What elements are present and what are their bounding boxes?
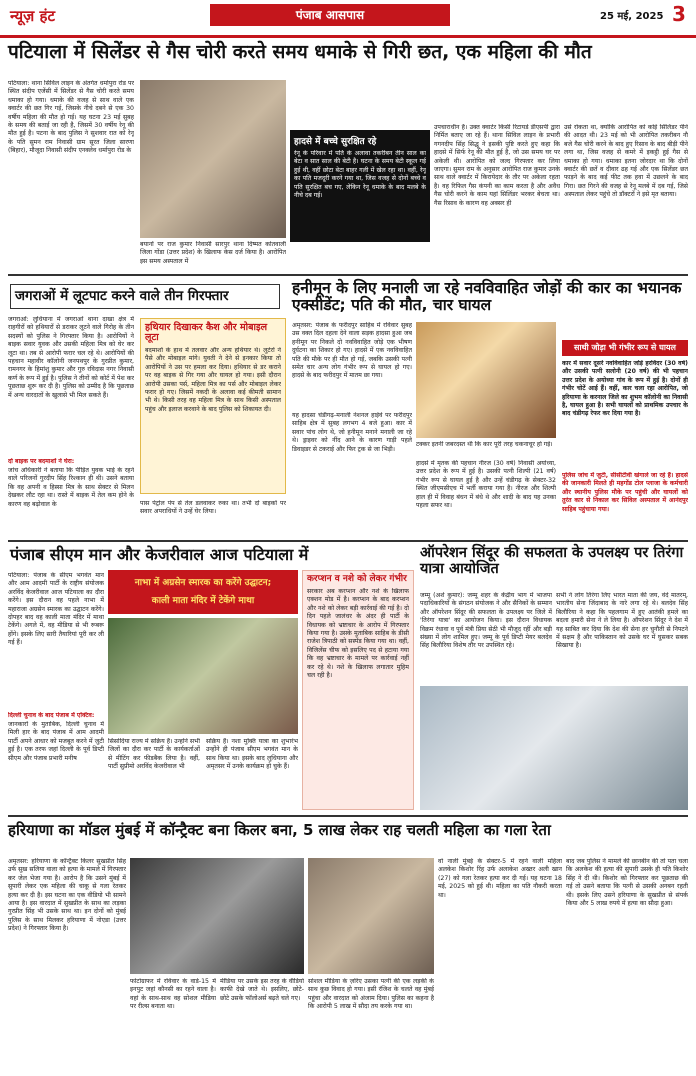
story1-box-text: रेनू के परिवार में पति के अलावा तकरीबन तीन साल का बेटा व सात साल की बेटी है। घटना के समय बेटी स्कूल गई हुई थी, वहीं छोटा बेटा बाहर गली में खेल रहा था। वहीं, रेनू का पति मजदूरी करने गया था, जिस वजह से दोनों बच्चे व पति सुरक्षित बच गए, लेकिन रेनू धमाके के बाद मलबे के नीचे दब गई। (294, 150, 426, 200)
story1-column-4: उपचाराधीन है। उक्त क्वार्टर किसी रिटायर्ड डीएसपी द्वारा निर्मित बताए जा रहे हैं। थाना सिविल लाइन के प्रभारी गगनदीप सिंह सिद्धू ने इसकी पुष्टि करते हुए कहा कि हादसे में सिर्फ रेनू की मौत हुई है, जो उस समय घर पर अकेली थी। आरोपित को जल्द गिरफ्तार कर लिया जाएगा। सुमन राम के अनुसार आरोपित राज कुमार उनके साथ वाले क्वार्टर में किरायेदार के तौर पर अकेला रहता है। वह रिफिल गैस कंपनी का काम करता है और अवैध गैस चोरी करने के काम यहां सिलिंडर भरकर बेचता था। गैस रिसाव के कारण वह अक्सर ही (434, 124, 560, 207)
story5-column-1: जम्मू (अर्श कुमार): जम्मू शहर के केंद्रीय भाग में भाजपा पदाधिकारियों के संगठन संयोजक ने और सैनिकों के सम्मान और ऑपरेशन सिंदूर की सफलता के उपलक्ष्य पर जिले में 'तिरंगा यात्रा' का आयोजन किया। इस दौरान विधायक विक्रम रंधावा व पूर्व मंत्री प्रिया सेठी भी मौजूद रहीं और बड़ी संख्या में लोग शामिल हुए। जम्मू के पूर्व डिप्टी मेयर बलदेव सिंह बिलौरिया विशेष तौर पर उपस्थित रहे। (420, 592, 552, 650)
story2-headline: जगराओं में लूटपाट करने वाले तीन गिरफ्तार (10, 284, 280, 309)
story1-column-1: पटियाला: थाना सिविल लाइन के अंतर्गत धर्मापुरा रोड पर स्थित संदीप एजेंसी में सिलेंडर से गैस चोरी करते समय धमाका हो गया। धमाके की वजह से साथ वाले एक क्वार्टर की छत गिर गई, जिसके नीचे दबने से एक 30 वर्षीय महिला की मौत हो गई। यह घटना 23 मई सुबह के समय की बताई जा रही है, जिसमें 30 वर्षीय रेनू की मौत हुई है। पटना के बाद पुलिस ने सुशवार रात को रेनू के पति सुमन राम निवासी ग्राम सूरत जिला सारणा (बिहार), मौजूदा निवासी संदीप एनक्लेव धर्मापुरा रोड के (8, 80, 134, 155)
story5-headline: ऑपरेशन सिंदूर की सफलता के उपलक्ष्य पर तिरंगा यात्रा आयोजित (420, 545, 684, 577)
story4-box-text: सरकार अब करप्शन और नशे के खिलाफ एक्शन मोड में है। करप्शन के बाद करप्शन और नशे को लेकर बड़ी कार्रवाई की गई है। दो दिन पहले जालंधर के अंदर ही पार्टी के विधायक को भ्रष्टाचार के आरोप में गिरफ्तार किया गया है। उसके मुताबिक साहिब के डीसी राजेश त्रिपाठी को सस्पेंड किया गया था। वहीं, विजिलेंस चीफ को इसलिए पद से हटाया गया कि वह भ्रष्टाचार के मामले पर कार्रवाई नहीं कर रहे थे। नशे के खिलाफ लगातार मुहिम चल रही है। (307, 587, 409, 679)
masthead (0, 0, 696, 38)
story1-column-5: उसे रोकता था, क्योंकि आरोपित को कोई सिलिंडर पीने की आदत थी। 23 मई को भी आरोपित तकरीबन नौ बजे गैस चोरी करने के बाद हुए रिसाव के बाद बीड़ी पीने लगा था, जिस वजह से कमरे में इकट्ठी हुई गैस से धमाका हो गया। धमाका इतना जोरदार था कि दोनों क्वार्टर की छतें व दीवार ढह गई और एक सिलेंडर छत फाड़ने के बाद कई फीट तक हवा में उछलने के बाद गिरा। छत गिरने की वजह से रेनू मलबे में दब गई, जिसे अस्पताल लेकर पहुंचे तो डॉक्टरों ने इसे मृत बताया। (564, 124, 688, 199)
story6-headline: हरियाणा का मॉडल मुंबई में कॉन्ट्रैक्ट बना किलर बना, 5 लाख लेकर राह चलती महिला का गला रेता (8, 821, 551, 839)
story3-side-text-2: पुलिस जांच में जुटी, सीसीटीवी खंगाले जा रहे हैं। हादसे की जानकारी मिलते ही महगोंड टोल प्लाजा के कर्मचारी और स्थानीय पुलिस मौके पर पहुंची और घायलों को तुरंत कार से निकाल कर सिविल अस्पताल में आनंदपुर साहिब पहुंचाया गया। (562, 472, 688, 513)
story6-caption-1: फोटोग्राफर में रविवार के वार्ड-15 में इनपुट जहां कौनसी का रहने वाला है। वहां के साथ-साथ वह सोशल मीडिया पर रील्स बनाता था। (130, 978, 216, 1011)
story4-caption-1: सिसोदिया राज्य में सक्रिय हैं। उन्होंने सभी जिलों का दौरा कर पार्टी के कार्यकर्ताओं से मीटिंग कर फीडबैक लिया है। वहीं, पार्टी सुप्रीमो अरविंद केजरीवाल भी (108, 738, 200, 771)
story4-banner (108, 570, 298, 614)
story6-column-3: सोशल मीडिया के ज़रिए उसका पत्नी की एक लड़की के साथ कुछ विवाद हो गया। इसी रंजिश के चलते वह मुंबई पहुंचा और वारदात को अंजाम दिया। पुलिस का कहना है कि आरोपी 5 लाख में सौदा तय करके गया था। (308, 978, 434, 1011)
story6-caption-2: मीडिया पर उसके इस तरह के वीडियो काफी देखे जाते थे। इसलिए, छोटे-छोटे उसके फॉलोअर्स बढ़ते चले गए। (220, 978, 304, 1002)
story4-column-1: पटियाला: पंजाब के सीएम भगवंत मान और आम आदमी पार्टी के राष्ट्रीय संयोजक अरविंद केजरीवाल आज पटियाला का दौरा करेंगे। इस दौरान वह पहले नाभा में महाराजा अग्रसेन स्मारक का उद्घाटन करेंगे। दोपहर बाद वह काली माता मंदिर में माथा टेकेंगे। अगले में, वह मीडिया से भी रूबरू होंगे। इसके लिए सारी तैयारियां पूरी कर ली गई हैं। (8, 572, 104, 647)
section-title: पंजाब आसपास (210, 4, 450, 26)
story4-box-heading: करप्शन व नशे को लेकर गंभीर (307, 574, 407, 584)
story4-subhead: दिल्ली चुनाव के बाद पंजाब में एक्टिव: (8, 712, 95, 719)
story1-photo-caption: बयानों पर राज कुमार निवासी सारपुर थाना दिष्मत कोतवाली जिला गोंडा (उत्तर प्रदेश) के खिलाफ केस दर्ज किया है। आरोपित इस समय अस्पताल में (140, 241, 286, 265)
story3-side-text: कार में सवार दूसरे नवविवाहित जोड़े हरविंदर (30 वर्ष) और उसकी पत्नी सलोनी (20 वर्ष) की भी पहचान उत्तर प्रदेश के अयोध्या गांव के रूप में हुई है। दोनों ही गंभीर चोटें आई हैं। वहीं, कार चला रहा आरोपित, जो हरियाणा के करनाल जिले का शुभम कॉलोनी का निवासी है, घायल हुआ है। सभी घायलों को प्राथमिक उपचार के बाद चंडीगढ़ रेफर कर दिया गया है। (562, 360, 688, 418)
page-number: 3 (672, 2, 686, 26)
story4-caption-2: सक्रिय हैं। नशा मुक्ति यात्रा का शुभारंभ उन्होंने ही पंजाब सीएम भगवंत मान के साथ किया था। इसके बाद लुधियाना और अमृतसर में उनके कार्यक्रम हो चुके हैं। (206, 738, 298, 771)
divider (8, 540, 688, 542)
story4-column-1b: जानकारों के मुताबिक, दिल्ली चुनाव में मिली हार के बाद पंजाब में आम आदमी पार्टी अपने आधार को मजबूत करने में जुटी हुई है। एक तरफ जहां दिल्ली के पूर्व डिप्टी सीएम और पंजाब प्रभारी मनीष (8, 721, 104, 762)
story2-box-heading: हथियार दिखाकर कैश और मोबाइल लूटा (145, 322, 268, 344)
story1-sidebar-box (290, 130, 430, 242)
story2-column-1b: जांच अधिकारी ने बताया कि पीड़ित युवक भाई के रहने वाले परिजनों गुरदीप सिंह रिश्कान ही थी। उसने बताया कि वह अपनी व हिस्सा मित्र के साथ सेक्टर से मिलन देखकर लौट रहा था। रास्ते में बाइक में तेल कम होने के कारण वह बढ़ोवाल के (8, 467, 134, 508)
story6-column-5: बाद जब पुलिस ने मामले की छानबीन की तो पता चला कि अलकेश की हत्या की सुपारी उसके ही पति किशोर सिंह ने दी थी। किशोर को गिरफ्तार कर पूछताछ की गई तो उसने बताया कि पत्नी से उसकी अनबन रहती थी। इसके लिए उसने हरियाणा के सुखप्रीत से संपर्क किया और 5 लाख रुपये में हत्या का सौदा हुआ। (566, 858, 688, 908)
story3-column-1: अमृतसर: पंजाब के फरीदपुर साहिब में रविवार सुबह उस वक्त दिल दहला देने वाला सड़क हादसा हुआ जब हनीमून पर निकले दो नवविवाहित जोड़े एक भीषण दुर्घटना का शिकार हो गए। हादसे में एक नवविवाहित पति की मौके पर ही मौत हो गई, जबकि उसकी पत्नी समेत चार अन्य लोग गंभीर रूप से घायल हो गए। हादसे के बाद फरीदपुर में मातम छा गया। (292, 322, 412, 380)
story3-column-1b: यह हादसा चंडीगढ़-मनाली नेशनल हाईवे पर फरीदपुर साहिब क्षेत्र में सुबह लगभग 4 बजे हुआ। कार में सवार पांच लोग थे, जो हनीमून मनाने मनाली जा रहे थे। ड्राइवर को नींद आने के कारण गाड़ी पहले डिवाइडर से टकराई और फिर ट्रक से जा भिड़ी। (292, 412, 412, 453)
story1-headline: पटियाला में सिलेंडर से गैस चोरी करते समय धमाके से गिरी छत, एक महिला की मौत (8, 41, 592, 63)
story4-banner-line-2: काली माता मंदिर में टेकेंगे माथा (151, 596, 255, 606)
story1-victim-photo (140, 80, 286, 238)
story6-column-1: अमृतसर: हरियाणा के कॉन्ट्रैक्ट किलर सुखप्रीत सिंह उर्फ सुख सलिया वाला को हत्या के मामले में गिरफ्तार कर जेल भेजा गया है। आरोप है कि उसने मुंबई में सुपारी लेकर एक महिला की चाकू से गला रेतकर हत्या कर दी है। इस घटना का एक वीडियो भी सामने आया है। इस वारदात में सुखप्रीत के साथ का लड़का गुरप्रीत सिंह भी उसके साथ था। इन दोनों को मुंबई पुलिस के साथ मिलकर हरियाणा में नोएडा (उत्तर प्रदेश) ने गिरफ्तार किया है। (8, 858, 126, 933)
story3-column-2: हादसे में मृतक की पहचान नीरज (30 वर्ष) निवासी अयोध्या, उत्तर प्रदेश के रूप में हुई है। उसकी पत्नी शिल्पी (21 वर्ष) गंभीर रूप से घायल हुई है और उन्हें चंडीगढ़ के सेक्टर-32 स्थित जीएमसीएच में भर्ती कराया गया है। नीरज और शिल्पी हाल ही में विवाह बंधन में बंधे थे और शादी के बाद यह उनका पहला सफर था। (416, 460, 556, 510)
story4-banner-line-1: नाभा में अग्रसेन स्मारक का करेंगे उद्घाटन; (134, 578, 272, 588)
story6-cctv-photo (130, 858, 304, 974)
story2-caption: पास पेट्रोल पंप से तेल डलवाकर रुका था। तभी दो बाइकों पर सवार अपराधियों ने उन्हें घेर लिया। (140, 500, 286, 516)
story6-accused-photo (308, 858, 434, 974)
story3-side-heading: साथी जोड़ा भी गंभीर रूप से घायल (562, 340, 688, 356)
divider (8, 274, 688, 276)
story4-leaders-photo (108, 618, 298, 734)
story3-accident-photo (416, 322, 556, 438)
story1-box-heading: हादसे में बच्चे सुरक्षित रहे (294, 137, 377, 147)
newspaper-logo: न्यूज़ हंट (10, 7, 56, 25)
story5-rally-photo (420, 686, 688, 810)
story6-column-4: वो नाली मुंबई के सेक्टर-5 में रहने वाली महिला अलकेश किशोर रिंह उर्फ अलाकेश अख्तर अली खान (27) को गला रेतकर हत्या कर दी गई। यह घटना 18 मई, 2025 को हुई थी। महिला का पति नौकरी करता था। (438, 858, 562, 899)
story4-sidebar-box (302, 570, 414, 810)
story3-headline: हनीमून के लिए मनाली जा रहे नवविवाहित जोड़ों की कार का भयानक एक्सीडेंट; पति की मौत, चार घायल (292, 279, 682, 315)
story2-box-text: बदमाशों के हाथ में तलवार और अन्य हथियार थे। लुटेरों ने पैसे और मोबाइल मांगे। युवती ने देने से इनकार किया तो आरोपियों ने उस पर हमला कर दिया। हथियार से डर कराने पर वह बाइक से गिर गया और घायल हो गया। इसी दौरान आरोपी उसका पर्स, महिला मित्र का पर्स और मोबाइल लेकर फरार हो गए। जिसमें नकदी के अलावा कई कीमती सामान भी थे। किसी तरह वह महिला मित्र के साथ किसी अस्पताल पहुंच और इलाज करवाने के बाद पुलिस को शिकायत दी। (145, 346, 281, 413)
story2-column-1: जगराओं: लुधियाना में जगराओं थाना दाखा क्षेत्र में राहगीरों को हथियारों से डराकर लूटने वाले गिरोह के तीन सदस्यों को पुलिस ने गिरफ्तार किया है। आरोपियों ने बाइक सवार युवक और उसकी महिला मित्र को घेर कर लूटा था। तब से आरोपी फरार चल रहे थे। आरोपियों की पहचान महावीर कॉलोनी जनपथपुर के गुरप्रीत कुमार, रामनगर के हिमांशु कुमार और गुरु रविदास नगर निवासी कर्ण के रूप में हुई है। पुलिस ने तीनों को कोर्ट में पेश कर पूछताछ शुरू कर दी है। पुलिस को उम्मीद है कि पूछताछ में अन्य वारदातों के खुलासे भी मिल सकते हैं। (8, 316, 134, 399)
story5-column-2: सभी ने लोग तिरंगा लिए भारत माता की जय, वंदे मातरम्, भारतीय सेना जिंदाबाद के नारे लगा रहे थे। बलदेव सिंह बिलौरिया ने कहा कि पहलगाम में हुए आतंकी हमले का बदला हमारी सेना ने ले लिया है। ऑपरेशन सिंदूर ने देश में यह साबित कर दिया कि देश की सेना हर चुनौती से निपटने में सक्षम है और पाकिस्तान को उसके घर में घुसकर सबक सिखाया है। (556, 592, 688, 650)
story4-headline: पंजाब सीएम मान और केजरीवाल आज पटियाला में (10, 545, 309, 564)
story2-sidebar-box (140, 318, 286, 494)
divider (8, 815, 688, 817)
issue-date: 25 मई, 2025 (600, 11, 664, 22)
story2-subhead: दो बाइक पर बदमाशों ने घेरा: (8, 458, 75, 465)
story3-photo-caption: टक्कर इतनी जबरदस्त थी कि कार पूरी तरह चकनाचूर हो गई। (416, 441, 553, 448)
